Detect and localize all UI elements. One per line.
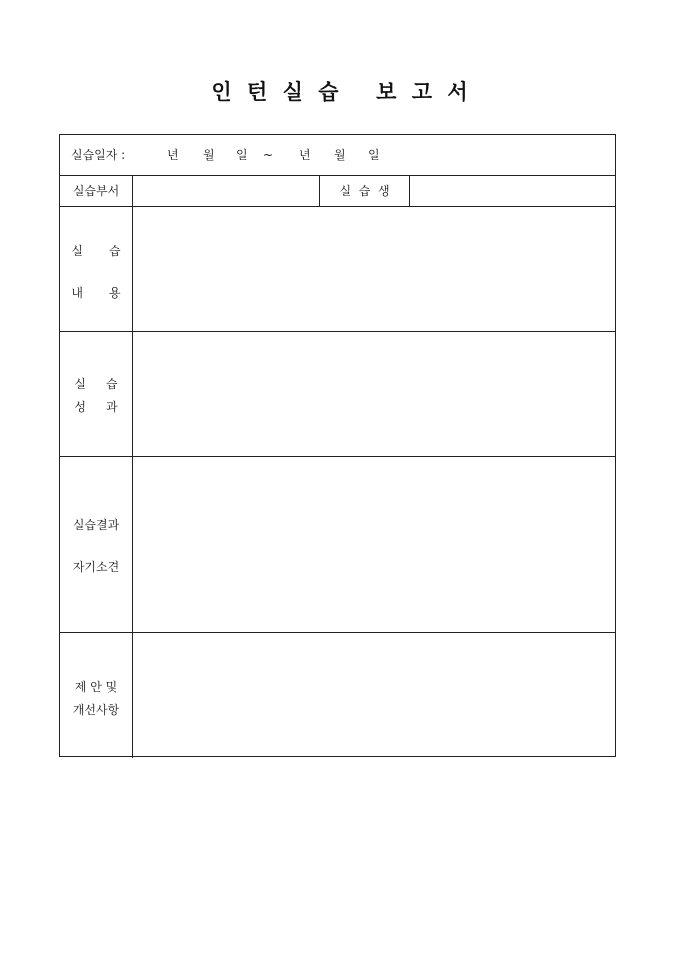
section-label-self-assessment xyxy=(60,516,132,575)
start-year-field[interactable]: 년 xyxy=(167,148,179,162)
student-label-char: 생 xyxy=(377,184,390,198)
section-label-line: 실 습 xyxy=(71,244,121,258)
page-title xyxy=(0,76,680,106)
report-form xyxy=(59,134,616,757)
col-divider xyxy=(132,175,133,206)
title-char: 보 xyxy=(376,79,398,104)
dept-label: 실습부서 xyxy=(72,184,120,198)
section-label-line: 실 습 xyxy=(74,377,118,391)
section-label-line: 실습결과 xyxy=(72,518,120,532)
section-label-line: 성 과 xyxy=(74,400,118,414)
period-label: 실습일자 : xyxy=(71,148,126,162)
title-char: 서 xyxy=(447,79,469,104)
suggestions-input[interactable] xyxy=(133,633,615,757)
section-label-suggestions xyxy=(60,678,132,718)
end-year-field[interactable]: 년 xyxy=(299,148,311,162)
practice-content-input[interactable] xyxy=(133,207,615,330)
period-separator: ~ xyxy=(263,148,274,162)
col-divider xyxy=(319,175,320,206)
col-divider xyxy=(409,175,410,206)
title-char: 고 xyxy=(411,79,434,104)
title-char: 인 xyxy=(211,79,233,104)
section-label-line: 자기소견 xyxy=(72,560,120,574)
dept-input[interactable] xyxy=(133,184,319,198)
title-char: 습 xyxy=(318,79,340,104)
self-assessment-input[interactable] xyxy=(133,457,615,632)
student-label-char: 실 xyxy=(339,184,352,198)
section-label-practice-results xyxy=(60,375,132,415)
row-divider xyxy=(60,175,615,176)
title-char: 실 xyxy=(282,79,304,104)
section-label-line: 제 안 및 xyxy=(74,680,118,694)
student-label xyxy=(320,184,409,198)
section-label-practice-content xyxy=(60,242,132,301)
student-input[interactable] xyxy=(410,184,615,198)
practice-results-input[interactable] xyxy=(133,332,615,455)
title-char: 턴 xyxy=(246,79,269,104)
end-day-field[interactable]: 일 xyxy=(368,148,380,162)
start-day-field[interactable]: 일 xyxy=(236,148,248,162)
student-label-char: 습 xyxy=(358,184,371,198)
section-label-line: 내 용 xyxy=(71,286,121,300)
end-month-field[interactable]: 월 xyxy=(334,148,346,162)
start-month-field[interactable]: 월 xyxy=(203,148,215,162)
section-label-line: 개선사항 xyxy=(72,703,120,717)
